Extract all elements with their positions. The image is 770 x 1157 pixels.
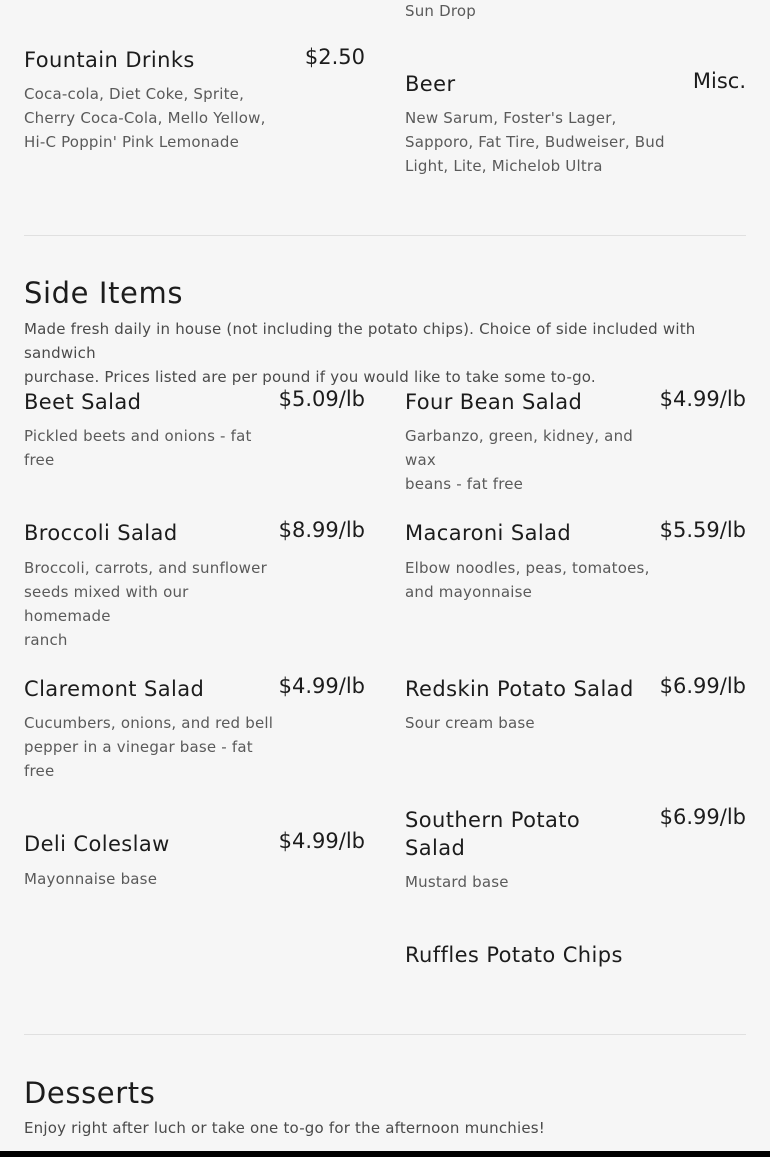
- fountain-drinks-name: Fountain Drinks: [24, 48, 195, 72]
- sun-drop-text: Sun Drop: [405, 2, 476, 20]
- item-desc-beet-salad: Pickled beets and onions - fat free: [24, 427, 252, 469]
- item-desc-southern-potato-salad: Mustard base: [405, 873, 509, 891]
- item-name-redskin-potato-salad: Redskin Potato Salad: [405, 677, 634, 701]
- side-items-description: Made fresh daily in house (not including the potato chips). Choice of side included with sandwich purchase. Prices listed are per pound if you would like to take some to-go.: [24, 320, 696, 386]
- item-price-broccoli-salad: $8.99/lb: [278, 518, 365, 542]
- beer-description: New Sarum, Foster's Lager, Sapporo, Fat Tire, Budweiser, Bud Light, Lite, Michelob Ultra: [405, 109, 665, 175]
- item-price-southern-potato-salad: $6.99/lb: [659, 805, 746, 829]
- item-name-southern-potato-salad: Southern Potato Salad: [405, 808, 581, 860]
- item-price-macaroni-salad: $5.59/lb: [659, 518, 746, 542]
- beer-price: Misc.: [692, 69, 746, 93]
- bottom-edge-bar: [0, 1151, 770, 1157]
- item-price-four-bean-salad: $4.99/lb: [659, 387, 746, 411]
- item-desc-four-bean-salad: Garbanzo, green, kidney, and wax beans - fat free: [405, 427, 633, 493]
- item-name-macaroni-salad: Macaroni Salad: [405, 521, 572, 545]
- item-price-redskin-potato-salad: $6.99/lb: [659, 674, 746, 698]
- item-name-broccoli-salad: Broccoli Salad: [24, 521, 178, 545]
- section-title-desserts: Desserts: [24, 1076, 156, 1110]
- fountain-drinks-price: $2.50: [304, 45, 365, 69]
- item-desc-macaroni-salad: Elbow noodles, peas, tomatoes, and mayonnaise: [405, 559, 650, 601]
- item-name-claremont-salad: Claremont Salad: [24, 677, 205, 701]
- item-price-beet-salad: $5.09/lb: [278, 387, 365, 411]
- item-name-four-bean-salad: Four Bean Salad: [405, 390, 583, 414]
- item-price-deli-coleslaw: $4.99/lb: [278, 829, 365, 853]
- divider: [24, 1034, 746, 1035]
- item-desc-claremont-salad: Cucumbers, onions, and red bell pepper in a vinegar base - fat free: [24, 714, 274, 780]
- item-price-claremont-salad: $4.99/lb: [278, 674, 365, 698]
- item-desc-redskin-potato-salad: Sour cream base: [405, 714, 535, 732]
- divider: [24, 235, 746, 236]
- item-name-ruffles-potato-chips: Ruffles Potato Chips: [405, 943, 623, 967]
- fountain-drinks-description: Coca-cola, Diet Coke, Sprite, Cherry Coca-Cola, Mello Yellow, Hi-C Poppin' Pink Lemonade: [24, 85, 266, 151]
- desserts-description: Enjoy right after luch or take one to-go for the afternoon munchies!: [24, 1119, 546, 1137]
- section-title-side-items: Side Items: [24, 276, 184, 310]
- item-desc-deli-coleslaw: Mayonnaise base: [24, 870, 158, 888]
- item-name-beet-salad: Beet Salad: [24, 390, 142, 414]
- item-desc-broccoli-salad: Broccoli, carrots, and sunflower seeds mixed with our homemade ranch: [24, 559, 267, 649]
- beer-name: Beer: [405, 72, 456, 96]
- item-name-deli-coleslaw: Deli Coleslaw: [24, 832, 170, 856]
